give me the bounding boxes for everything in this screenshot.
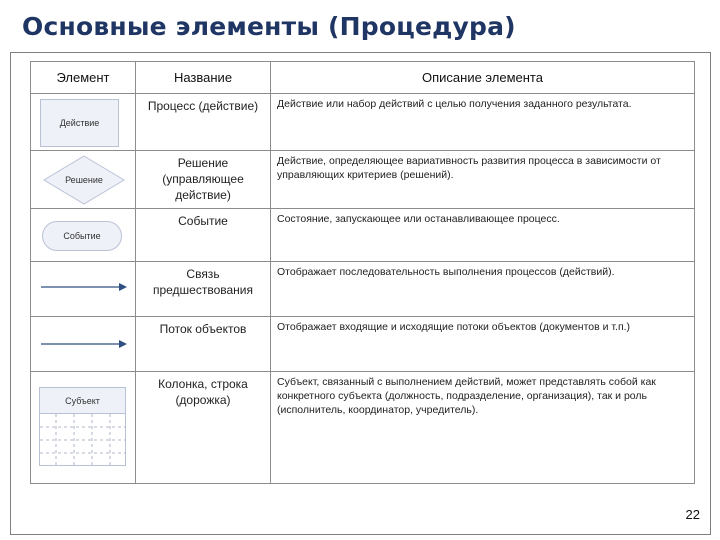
table-row xyxy=(31,151,695,209)
element-cell xyxy=(31,151,136,209)
table-row xyxy=(31,317,695,372)
page-number: 22 xyxy=(685,507,700,522)
event-shape xyxy=(42,221,122,251)
name-cell: Колонка, строка (дорожка) xyxy=(136,372,271,484)
description-cell: Субъект, связанный с выполнением действий, может представлять собой как конкретного субъекта (должность, подразделение, организация), так и роль (исполнитель, координатор, учредитель). xyxy=(271,372,695,484)
swimlane-header xyxy=(40,388,125,414)
description-cell: Отображает входящие и исходящие потоки объектов (документов и т.п.) xyxy=(271,317,695,372)
action-shape xyxy=(40,99,119,147)
description-cell: Действие или набор действий с целью получения заданного результата. xyxy=(271,94,695,151)
description-cell: Состояние, запускающее или останавливающее процесс. xyxy=(271,209,695,262)
object-flow-arrow-icon xyxy=(41,338,127,350)
description-cell: Действие, определяющее вариативность развития процесса в зависимости от управляющих критериев (решений). xyxy=(271,151,695,209)
event-shape-label: Событие xyxy=(63,231,101,241)
decision-shape xyxy=(43,155,125,205)
description-cell: Отображает последовательность выполнения процессов (действий). xyxy=(271,262,695,317)
name-cell: Решение (управляющее действие) xyxy=(136,151,271,209)
element-cell xyxy=(31,262,136,317)
page-title: Основные элементы (Процедура) xyxy=(22,12,516,41)
name-cell: Событие xyxy=(136,209,271,262)
name-cell: Связь предшествования xyxy=(136,262,271,317)
header-description: Описание элемента xyxy=(271,62,695,94)
element-cell xyxy=(31,372,136,484)
element-cell xyxy=(31,209,136,262)
swimlane-shape xyxy=(39,387,126,466)
name-cell: Процесс (действие) xyxy=(136,94,271,151)
table-row xyxy=(31,209,695,262)
table-header-row xyxy=(31,62,695,94)
header-name: Название xyxy=(136,62,271,94)
precedence-arrow-icon xyxy=(41,281,127,293)
swimlane-label: Субъект xyxy=(65,395,100,406)
header-element: Элемент xyxy=(31,62,136,94)
name-cell: Поток объектов xyxy=(136,317,271,372)
decision-shape-label: Решение xyxy=(65,175,103,185)
element-cell xyxy=(31,94,136,151)
table-row xyxy=(31,94,695,151)
table-row xyxy=(31,262,695,317)
elements-table xyxy=(30,61,695,484)
action-shape-label: Действие xyxy=(59,118,100,128)
table-row xyxy=(31,372,695,484)
swimlane-grid xyxy=(40,414,126,466)
element-cell xyxy=(31,317,136,372)
